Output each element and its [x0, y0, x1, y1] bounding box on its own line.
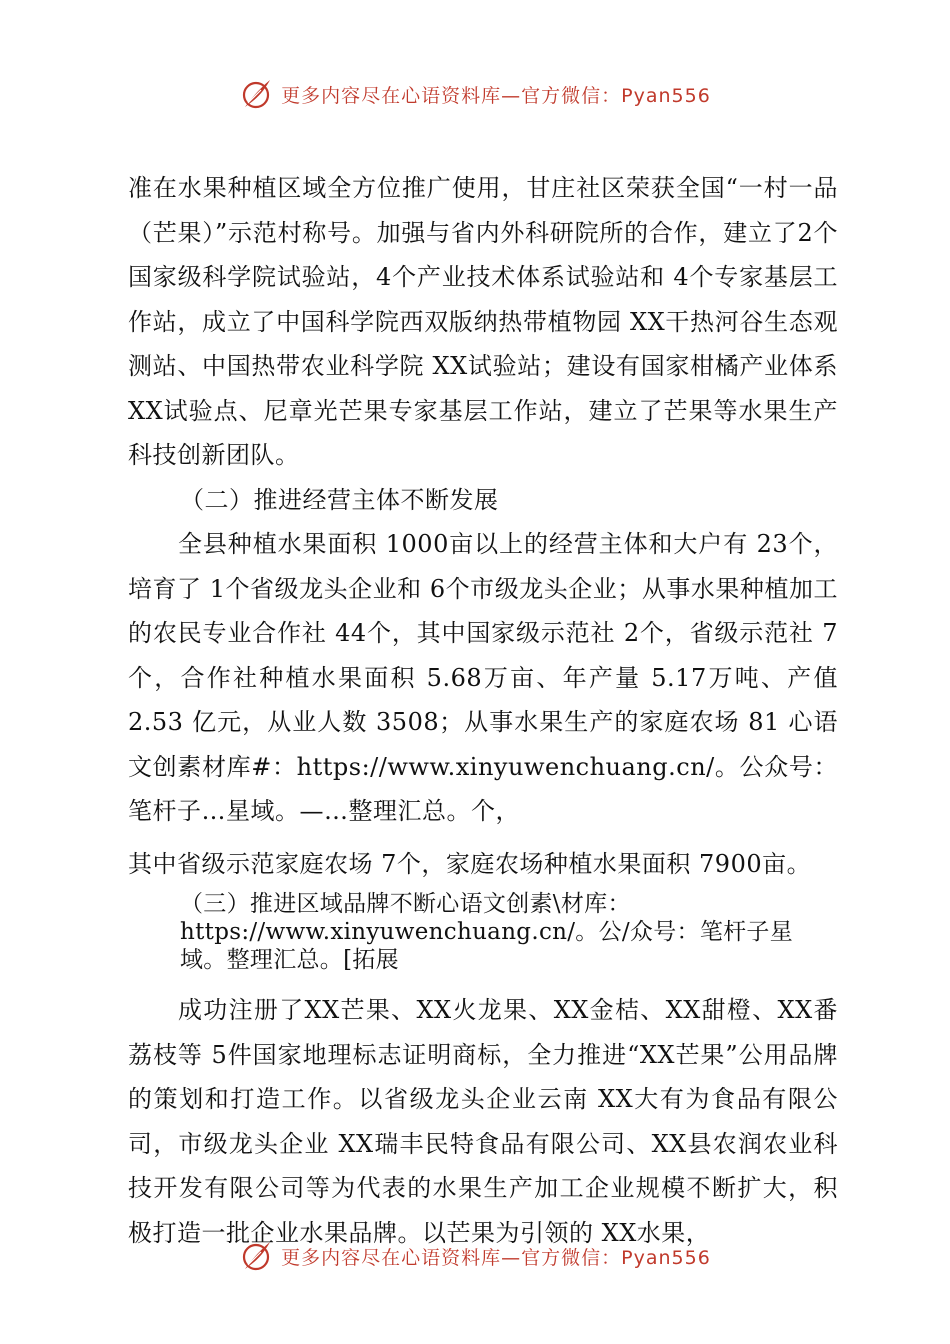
document-body: [128, 166, 838, 1255]
header-banner-text: [281, 81, 711, 108]
header-banner-label: 更多内容尽在心语资料库—官方微信：: [281, 84, 622, 107]
footer-banner-label: 更多内容尽在心语资料库—官方微信：: [281, 1246, 622, 1269]
footer-wechat-id: Pyan556: [621, 1246, 711, 1269]
paragraph-family-farms: 其中省级示范家庭农场 7个，家庭农场种植水果面积 7900亩。: [128, 849, 812, 878]
footer-banner-text: [281, 1243, 711, 1270]
feather-pen-logo-icon: [239, 77, 273, 111]
header-wechat-id: Pyan556: [621, 84, 711, 107]
header-banner: [0, 74, 950, 114]
paragraph-regional-brands: 成功注册了XX芒果、XX火龙果、XX金桔、XX甜橙、XX番荔枝等 5件国家地理标志证明商标，全力推进“XX芒果”公用品牌的策划和打造工作。以省级龙头企业云南 XX大有为食品有限公司，市级龙头企业 XX瑞丰民特食品有限公司、XX县农润农业科技开发有限公司等为代表的水果生产加工企业规模不断扩大，积极打造一批企业水果品牌。以芒果为引领的 XX水果，: [128, 996, 838, 1247]
paragraph-business-entities: 全县种植水果面积 1000亩以上的经营主体和大户有 23个，培育了 1个省级龙头企业和 6个市级龙头企业；从事水果种植加工的农民专业合作社 44个，其中国家级示范社 2个，省级示范社 7个，合作社种植水果面积 5.68万亩、年产量 5.17万吨、产值 2.53 亿元，从业人数 3508；从事水果生产的家庭农场 81 心语文创素材库#：https://www.xinyuwenchuang.cn/。公众号：笔杆子…星域。—…整理汇总。个，: [128, 530, 838, 825]
feather-pen-logo-icon: [239, 1239, 273, 1273]
section-heading-3: （三）推进区域品牌不断心语文创素\材库：https://www.xinyuwenchuang.cn/。公/众号：笔杆子星域。整理汇总。[拓展: [180, 891, 794, 973]
section-heading-2: （二）推进经营主体不断发展: [180, 485, 499, 514]
paragraph-research-cooperation: 准在水果种植区域全方位推广使用，甘庄社区荣获全国“一村一品（芒果）”示范村称号。加强与省内外科研院所的合作，建立了2个国家级科学院试验站，4个产业技术体系试验站和 4个专家基层工作站，成立了中国科学院西双版纳热带植物园 XX干热河谷生态观测站、中国热带农业科学院 XX试验站；建设有国家柑橘产业体系XX试验点、尼章光芒果专家基层工作站，建立了芒果等水果生产科技创新团队。: [128, 174, 838, 469]
footer-banner: [0, 1236, 950, 1276]
